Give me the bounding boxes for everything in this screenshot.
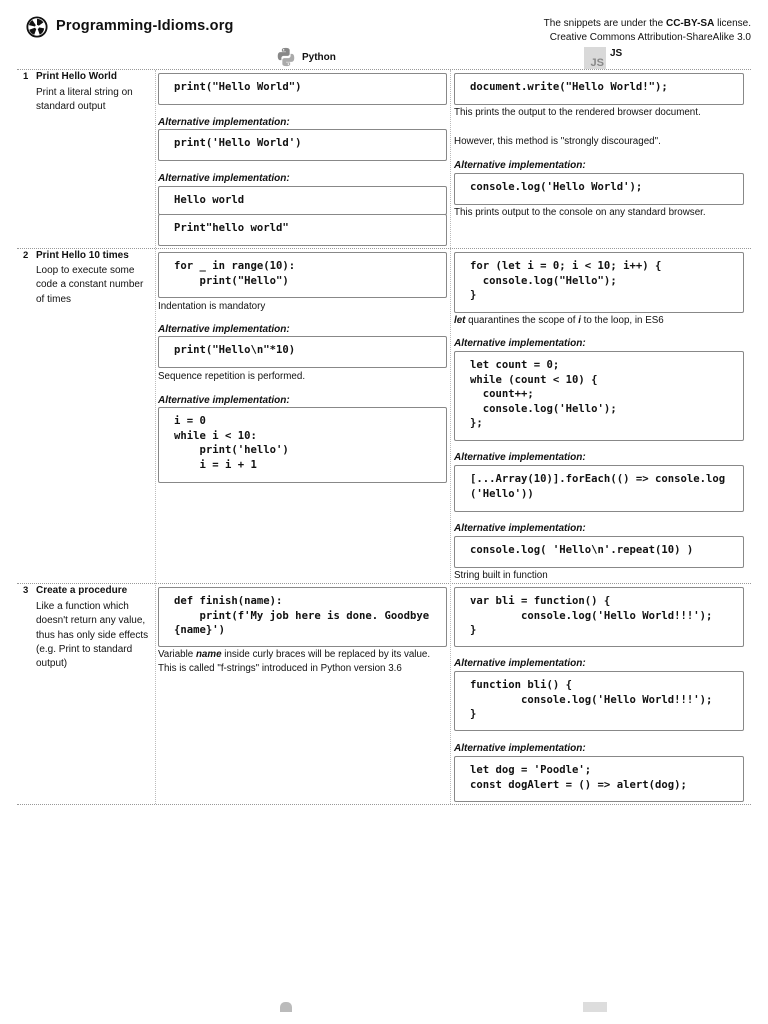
alt-impl-label: Alternative implementation:: [454, 338, 586, 349]
idiom-title[interactable]: Print Hello 10 times: [36, 250, 129, 261]
idiom-number: 1: [23, 71, 29, 82]
snippet-comment: Sequence repetition is performed.: [158, 371, 306, 382]
js-logo-icon: JS: [584, 47, 606, 69]
alt-impl-label: Alternative implementation:: [454, 523, 586, 534]
idiom-description: Print a literal string on standard output: [36, 87, 133, 113]
idiom-number: 2: [23, 250, 29, 261]
idiom-title[interactable]: Create a procedure: [36, 585, 128, 596]
row-divider: [17, 583, 751, 584]
js-code-snippet[interactable]: document.write("Hello World!");: [454, 73, 744, 105]
python-code-snippet[interactable]: for _ in range(10): print("Hello"): [158, 252, 447, 298]
js-code-snippet[interactable]: console.log( 'Hello\n'.repeat(10) ): [454, 536, 744, 568]
snippet-comment: Variable name inside curly braces will be replaced by its value. This is called "f-strings" introduced in Python version 3.6: [158, 649, 431, 674]
alt-impl-label: Alternative implementation:: [454, 452, 586, 463]
idiom-description: Like a function which doesn't return any value, thus has only side effects (e.g. Print to standard output): [36, 601, 149, 670]
js-header: [584, 47, 622, 69]
js-code-snippet[interactable]: [...Array(10)].forEach(() => console.log('Hello')): [454, 465, 744, 512]
snippet-comment: let quarantines the scope of i to the loop, in ES6: [454, 315, 664, 326]
alt-impl-label: Alternative implementation:: [158, 324, 290, 335]
js-footer-icon: [583, 1002, 607, 1012]
python-code-snippet[interactable]: Hello world: [158, 186, 447, 215]
js-label: JS: [610, 47, 623, 59]
license-notice: [511, 17, 751, 45]
python-code-snippet[interactable]: print("Hello World"): [158, 73, 447, 105]
python-code-snippet[interactable]: print('Hello World'): [158, 129, 447, 161]
js-code-snippet[interactable]: for (let i = 0; i < 10; i++) { console.log("Hello"); }: [454, 252, 744, 313]
license-text-end: license.: [714, 18, 751, 29]
snippet-comment: String built in function: [454, 570, 548, 581]
alt-impl-label: Alternative implementation:: [158, 117, 290, 128]
python-header: [274, 46, 336, 68]
python-code-snippet[interactable]: print("Hello\n"*10): [158, 336, 447, 368]
row-divider: [17, 248, 751, 249]
alt-impl-label: Alternative implementation:: [454, 160, 586, 171]
idiom-description: Loop to execute some code a constant number of times: [36, 265, 144, 305]
idiom-number: 3: [23, 585, 29, 596]
js-code-snippet[interactable]: let dog = 'Poodle'; const dogAlert = () => alert(dog);: [454, 756, 744, 802]
snippet-comment: Indentation is mandatory: [158, 301, 266, 312]
alt-impl-label: Alternative implementation:: [158, 395, 290, 406]
column-divider: [450, 70, 451, 804]
snippet-comment: However, this method is "strongly discouraged".: [454, 136, 661, 147]
python-code-snippet[interactable]: def finish(name): print(f'My job here is done. Goodbye {name}'): [158, 587, 447, 647]
alt-impl-label: Alternative implementation:: [158, 173, 290, 184]
js-code-snippet[interactable]: var bli = function() { console.log('Hello World!!!'); }: [454, 587, 744, 647]
column-divider: [155, 70, 156, 804]
python-footer-icon: [280, 1002, 292, 1012]
site-title[interactable]: Programming-Idioms.org: [56, 18, 234, 34]
license-link[interactable]: CC-BY-SA: [665, 18, 715, 29]
js-code-snippet[interactable]: function bli() { console.log('Hello World!!!'); }: [454, 671, 744, 731]
alt-impl-label: Alternative implementation:: [454, 743, 586, 754]
js-code-snippet[interactable]: console.log('Hello World');: [454, 173, 744, 205]
js-code-snippet[interactable]: let count = 0; while (count < 10) { count++; console.log('Hello'); };: [454, 351, 744, 441]
license-text: The snippets are under the: [543, 18, 666, 29]
snippet-comment: This prints the output to the rendered browser document.: [454, 107, 701, 118]
row-divider: [17, 804, 751, 805]
python-code-snippet[interactable]: i = 0 while i < 10: print('hello') i = i + 1: [158, 407, 447, 483]
python-code-snippet[interactable]: Print"hello world": [158, 214, 447, 246]
alt-impl-label: Alternative implementation:: [454, 658, 586, 669]
idiom-title[interactable]: Print Hello World: [36, 71, 117, 82]
license-full-name: Creative Commons Attribution-ShareAlike 3.0: [549, 32, 751, 43]
python-label: Python: [302, 51, 336, 63]
row-divider: [17, 69, 751, 70]
snippet-comment: This prints output to the console on any standard browser.: [454, 207, 706, 218]
site-logo-icon[interactable]: [26, 16, 48, 38]
python-logo-icon: [274, 46, 298, 68]
